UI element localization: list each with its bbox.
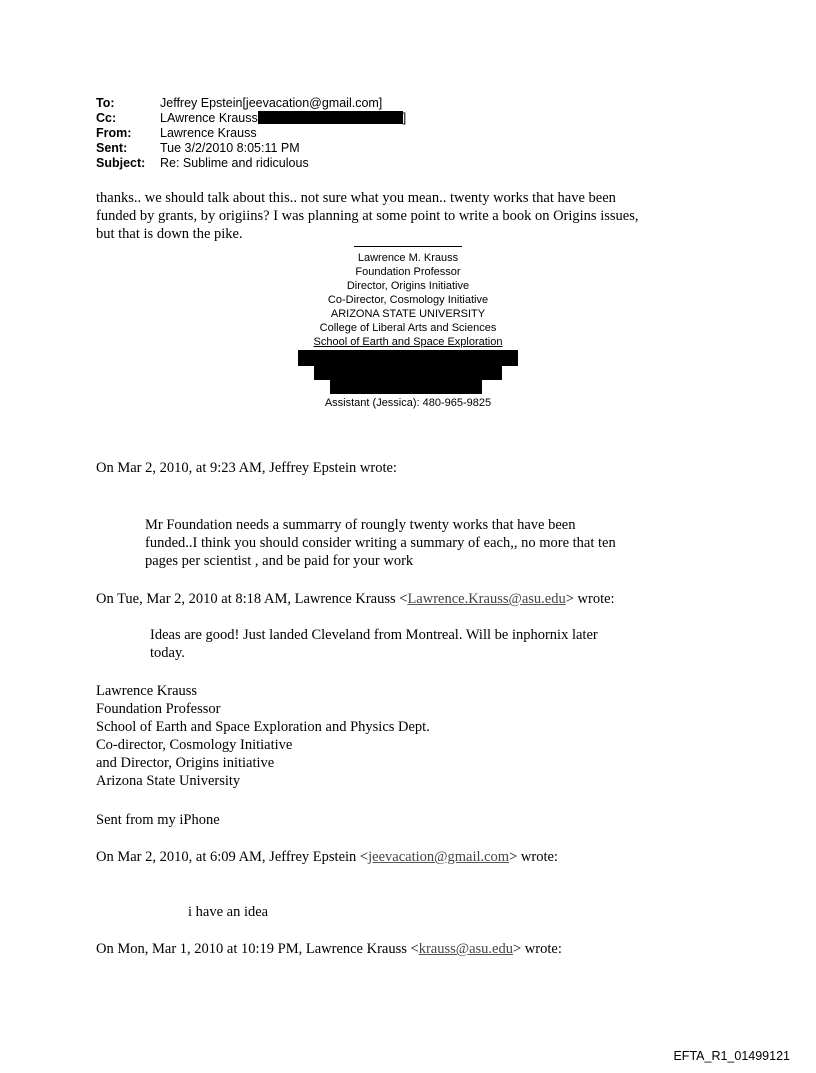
attribution-1: On Mar 2, 2010, at 9:23 AM, Jeffrey Epstein wrote: [96,460,397,476]
email-link-text[interactable]: jeevacation@gmail.com [368,849,510,865]
cc-label: Cc: [96,111,117,125]
message-2-line-2: today. [150,645,185,661]
cc-value: LAwrence Krauss [160,111,258,125]
attribution-3-suffix: > wrote: [509,849,558,865]
signature-2-line-5: and Director, Origins initiative [96,755,275,771]
document-id: EFTA_R1_01499121 [673,1049,790,1063]
to-value: Jeffrey Epstein[jeevacation@gmail.com] [160,96,383,110]
attribution-4-prefix: On Mon, Mar 1, 2010 at 10:19 PM, Lawrence Krauss < [96,941,419,957]
signature-title-1: Foundation Professor [355,266,461,278]
signature-school: School of Earth and Space Exploration [313,336,503,348]
message-2-line-1: Ideas are good! Just landed Cleveland from Montreal. Will be inphornix later [150,627,598,643]
signature-2-line-2: Foundation Professor [96,701,221,717]
subject-value: Re: Sublime and ridiculous [160,156,309,170]
from-label: From: [96,126,132,140]
message-1-line-2: funded..I think you should consider writing a summary of each,, no more that ten [145,535,616,551]
attribution-3 [96,848,558,866]
sent-label: Sent: [96,141,128,155]
signature-2-line-4: Co-director, Cosmology Initiative [96,737,293,753]
attribution-4-suffix: > wrote: [513,941,562,957]
sent-value: Tue 3/2/2010 8:05:11 PM [160,141,300,155]
message-1-line-1: Mr Foundation needs a summarry of roungly twenty works that have been [145,517,576,533]
reply-line-2: funded by grants, by origiins? I was planning at some point to write a book on Origins issues, [96,208,639,224]
to-label: To: [96,96,115,110]
message-3: i have an idea [188,904,269,920]
attribution-4 [96,940,562,958]
email-link-text[interactable]: krauss@asu.edu [418,941,513,957]
redaction-bar [314,366,502,380]
subject-label: Subject: [96,156,146,170]
email-link[interactable] [419,941,513,957]
to-row [96,96,406,111]
signature-assistant: Assistant (Jessica): 480-965-9825 [324,397,492,409]
signature-university: ARIZONA STATE UNIVERSITY [330,308,486,320]
email-link[interactable] [407,591,565,607]
attribution-3-prefix: On Mar 2, 2010, at 6:09 AM, Jeffrey Epstein < [96,849,369,865]
email-link[interactable] [368,849,509,865]
subject-row [96,156,406,171]
sent-row [96,141,406,156]
signature-2-line-6: Arizona State University [96,773,241,789]
message-1-line-3: pages per scientist , and be paid for your work [145,553,414,569]
attribution-2-suffix: > wrote: [565,591,615,607]
signature-rule [354,246,462,247]
attribution-2-prefix: On Tue, Mar 2, 2010 at 8:18 AM, Lawrence Krauss < [96,591,408,607]
signature-2-line-3: School of Earth and Space Exploration and Physics Dept. [96,719,430,735]
signature-2-line-1: Lawrence Krauss [96,683,198,699]
from-row [96,126,406,141]
signature-college: College of Liberal Arts and Sciences [319,322,497,334]
signature-block [298,246,518,410]
signature-title-2: Director, Origins Initiative [346,280,470,292]
redaction-bar [330,380,482,394]
redaction-bar [258,111,403,124]
email-link-text[interactable]: Lawrence.Krauss@asu.edu [407,591,566,607]
from-value: Lawrence Krauss [160,126,257,140]
reply-line-3: but that is down the pike. [96,226,243,242]
sent-from: Sent from my iPhone [96,812,220,828]
redaction-bar [298,350,518,366]
attribution-2 [96,590,615,608]
reply-line-1: thanks.. we should talk about this.. not sure what you mean.. twenty works that have been [96,190,616,206]
signature-name: Lawrence M. Krauss [357,252,459,264]
cc-suffix: ] [402,111,407,125]
email-header [96,96,406,171]
cc-row [96,111,406,126]
signature-title-3: Co-Director, Cosmology Initiative [327,294,489,306]
